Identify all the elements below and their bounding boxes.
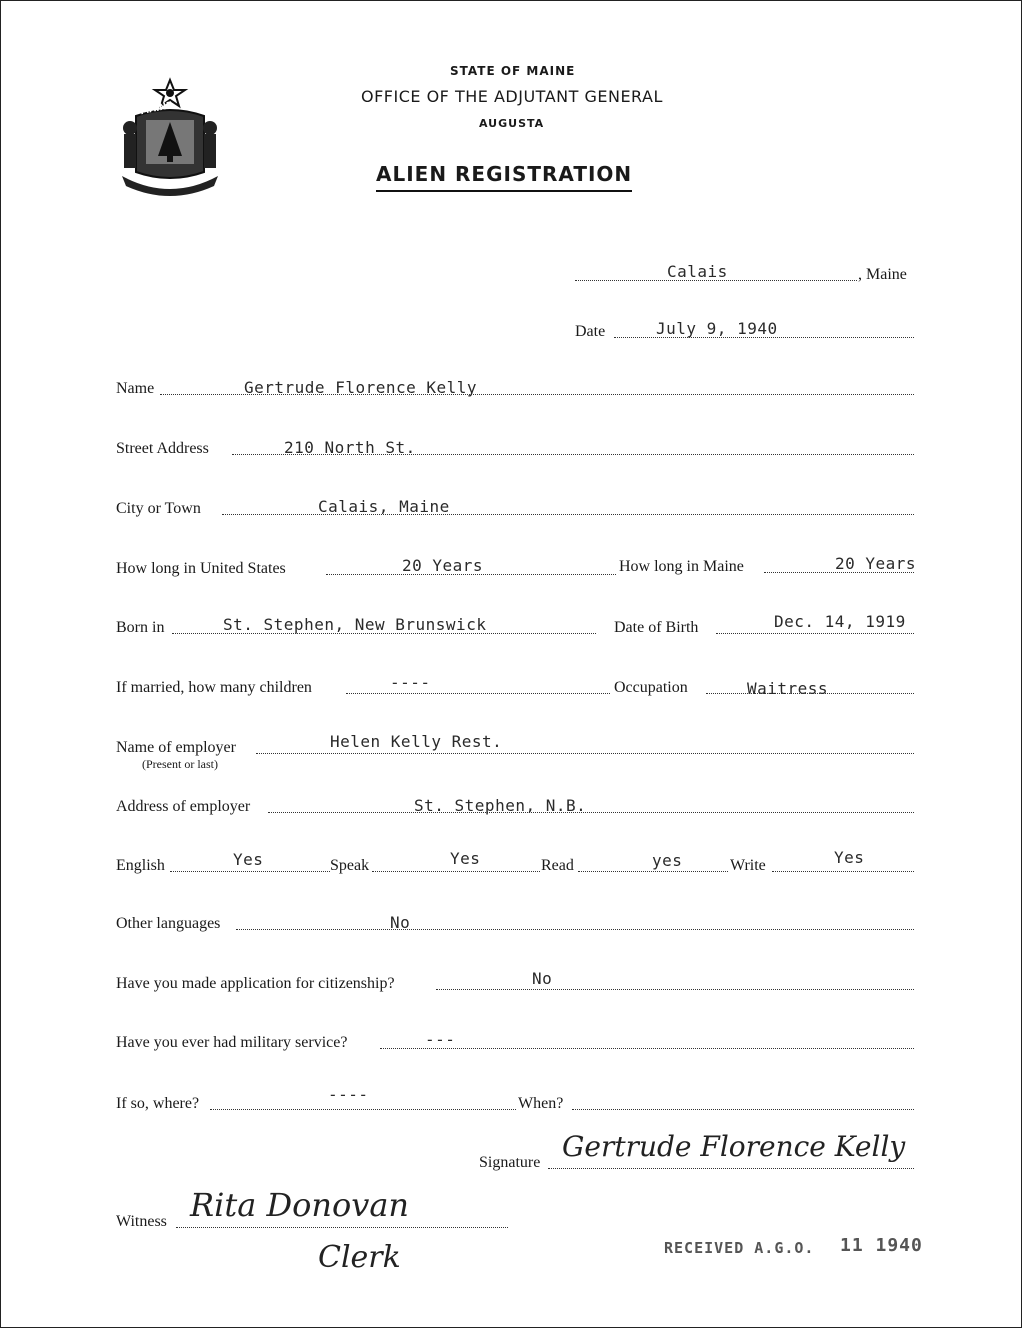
how-long-maine-value: 20 Years bbox=[835, 554, 917, 573]
received-stamp: RECEIVED A.G.O. bbox=[664, 1239, 815, 1257]
military-label: Have you ever had military service? bbox=[116, 1034, 348, 1051]
witness-line bbox=[176, 1227, 508, 1228]
employer-address-line bbox=[268, 812, 914, 813]
how-long-us-label: How long in United States bbox=[116, 560, 286, 577]
witness-signature: Rita Donovan bbox=[190, 1186, 409, 1224]
other-languages-label: Other languages bbox=[116, 915, 221, 932]
other-languages-line bbox=[236, 929, 914, 930]
page-title: ALIEN REGISTRATION bbox=[376, 162, 632, 192]
where-label: If so, where? bbox=[116, 1095, 200, 1112]
place-suffix: , Maine bbox=[858, 266, 907, 283]
born-in-label: Born in bbox=[116, 619, 165, 636]
citizenship-label: Have you made application for citizenship? bbox=[116, 975, 395, 992]
signature-line bbox=[548, 1168, 914, 1169]
date-value: July 9, 1940 bbox=[656, 319, 778, 338]
header-office: OFFICE OF THE ADJUTANT GENERAL bbox=[361, 87, 663, 106]
citizenship-line bbox=[436, 989, 914, 990]
speak-label: Speak bbox=[330, 857, 370, 874]
employer-sublabel: (Present or last) bbox=[142, 757, 218, 771]
children-line bbox=[346, 693, 610, 694]
street-label: Street Address bbox=[116, 440, 209, 457]
maine-state-seal-icon bbox=[116, 76, 224, 198]
employer-value: Helen Kelly Rest. bbox=[330, 732, 503, 751]
how-long-maine-label: How long in Maine bbox=[619, 558, 744, 575]
seal-banner-text: MAINE bbox=[139, 100, 174, 118]
signature-label: Signature bbox=[479, 1154, 541, 1171]
children-label: If married, how many children bbox=[116, 679, 312, 696]
witness-title-handwriting: Clerk bbox=[318, 1240, 401, 1275]
header-state: STATE OF MAINE bbox=[450, 64, 576, 78]
when-line bbox=[572, 1109, 914, 1110]
where-line bbox=[210, 1109, 516, 1110]
city-label: City or Town bbox=[116, 500, 201, 517]
speak-line bbox=[372, 871, 540, 872]
dob-label: Date of Birth bbox=[614, 619, 699, 636]
citizenship-value: No bbox=[532, 969, 553, 988]
when-label: When? bbox=[518, 1095, 564, 1112]
english-value: Yes bbox=[233, 850, 264, 869]
name-value: Gertrude Florence Kelly bbox=[244, 378, 478, 397]
read-value: yes bbox=[652, 851, 683, 870]
street-value: 210 North St. bbox=[284, 438, 416, 457]
employer-address-label: Address of employer bbox=[116, 798, 251, 815]
other-languages-value: No bbox=[390, 913, 411, 932]
dob-value: Dec. 14, 1919 bbox=[774, 612, 906, 631]
signature-handwriting: Gertrude Florence Kelly bbox=[562, 1130, 906, 1163]
city-value: Calais, Maine bbox=[318, 497, 450, 516]
read-label: Read bbox=[541, 857, 574, 874]
english-line bbox=[170, 871, 330, 872]
received-stamp-date: 11 1940 bbox=[840, 1235, 923, 1256]
occupation-value: Waitress bbox=[747, 679, 829, 698]
children-value: ---- bbox=[390, 673, 431, 692]
where-value: ---- bbox=[328, 1085, 369, 1104]
write-line bbox=[772, 871, 914, 872]
write-value: Yes bbox=[834, 848, 865, 867]
employer-label: Name of employer bbox=[116, 739, 236, 756]
place-value: Calais bbox=[667, 262, 728, 281]
employer-address-value: St. Stephen, N.B. bbox=[414, 796, 587, 815]
military-value: --- bbox=[425, 1030, 456, 1049]
header-city: AUGUSTA bbox=[479, 117, 545, 130]
military-line bbox=[380, 1048, 914, 1049]
dob-line bbox=[716, 633, 914, 634]
date-label: Date bbox=[575, 323, 606, 340]
english-label: English bbox=[116, 857, 165, 874]
occupation-label: Occupation bbox=[614, 679, 688, 696]
born-in-value: St. Stephen, New Brunswick bbox=[223, 615, 487, 634]
how-long-us-value: 20 Years bbox=[402, 556, 484, 575]
name-label: Name bbox=[116, 380, 155, 397]
witness-label: Witness bbox=[116, 1213, 167, 1230]
employer-line bbox=[256, 753, 914, 754]
speak-value: Yes bbox=[450, 849, 481, 868]
write-label: Write bbox=[730, 857, 766, 874]
read-line bbox=[578, 871, 728, 872]
